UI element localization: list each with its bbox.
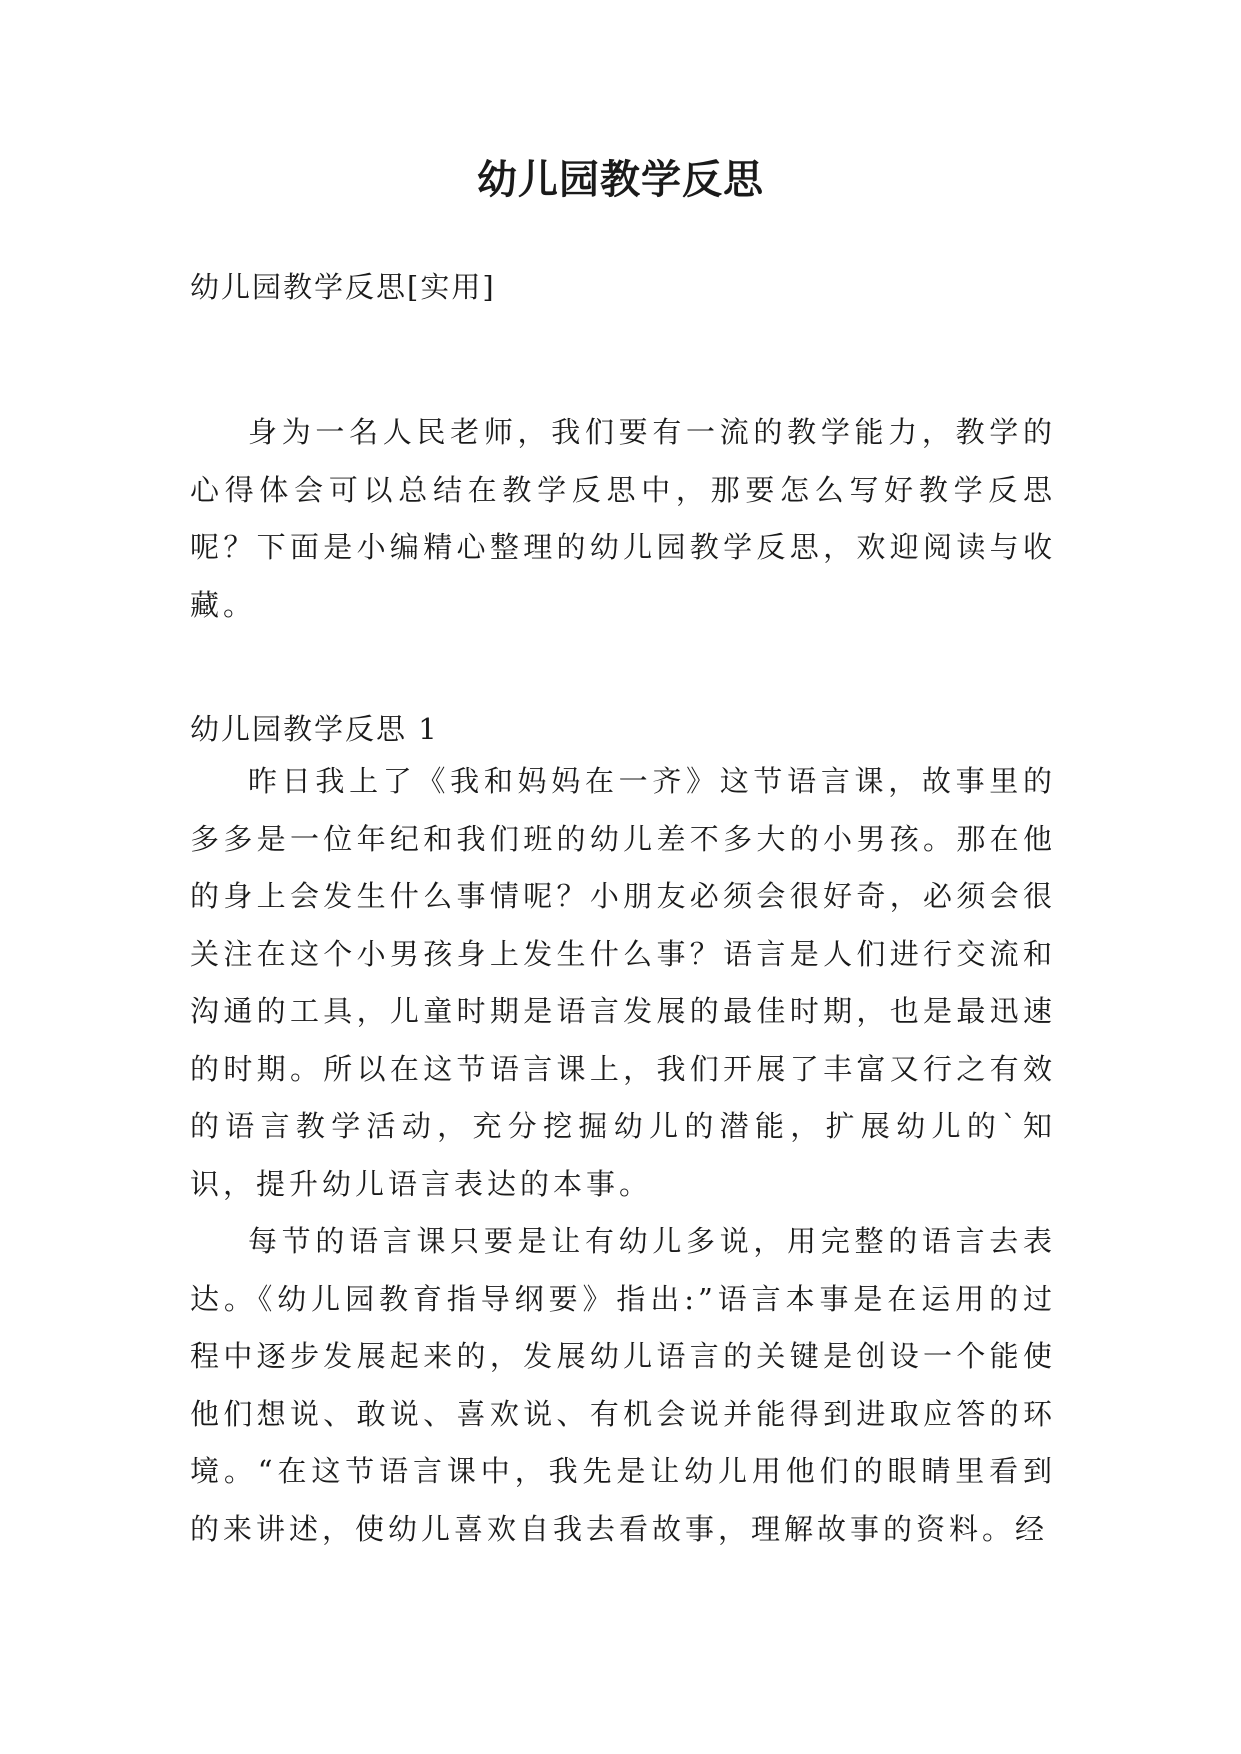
document-subtitle: 幼儿园教学反思[实用] bbox=[190, 270, 496, 304]
intro-paragraph: 身为一名人民老师，我们要有一流的教学能力，教学的心得体会可以总结在教学反思中，那要怎么写好教学反思呢？下面是小编精心整理的幼儿园教学反思，欢迎阅读与收藏。 bbox=[190, 415, 1056, 622]
section-heading: 幼儿园教学反思 1 bbox=[190, 712, 439, 746]
body-paragraph-1: 昨日我上了《我和妈妈在一齐》这节语言课，故事里的多多是一位年纪和我们班的幼儿差不多大的小男孩。那在他的身上会发生什么事情呢？小朋友必须会很好奇，必须会很关注在这个小男孩身上发生什么事？语言是人们进行交流和沟通的工具，儿童时期是语言发展的最佳时期，也是最迅速的时期。所以在这节语言课上，我们开展了丰富又行之有效的语言教学活动，充分挖掘幼儿的潜能，扩展幼儿的`知识，提升幼儿语言表达的本事。 bbox=[190, 764, 1056, 1201]
document-title: 幼儿园教学反思 bbox=[477, 157, 764, 203]
body-paragraph-2: 每节的语言课只要是让有幼儿多说，用完整的语言去表达。《幼儿园教育指导纲要》指出:”语言本事是在运用的过程中逐步发展起来的，发展幼儿语言的关键是创设一个能使他们想说、敢说、喜欢说、有机会说并能得到进取应答的环境。“在这节语言课中，我先是让幼儿用他们的眼睛里看到的来讲述，使幼儿喜欢自我去看故事，理解故事的资料。经 bbox=[190, 1224, 1056, 1546]
